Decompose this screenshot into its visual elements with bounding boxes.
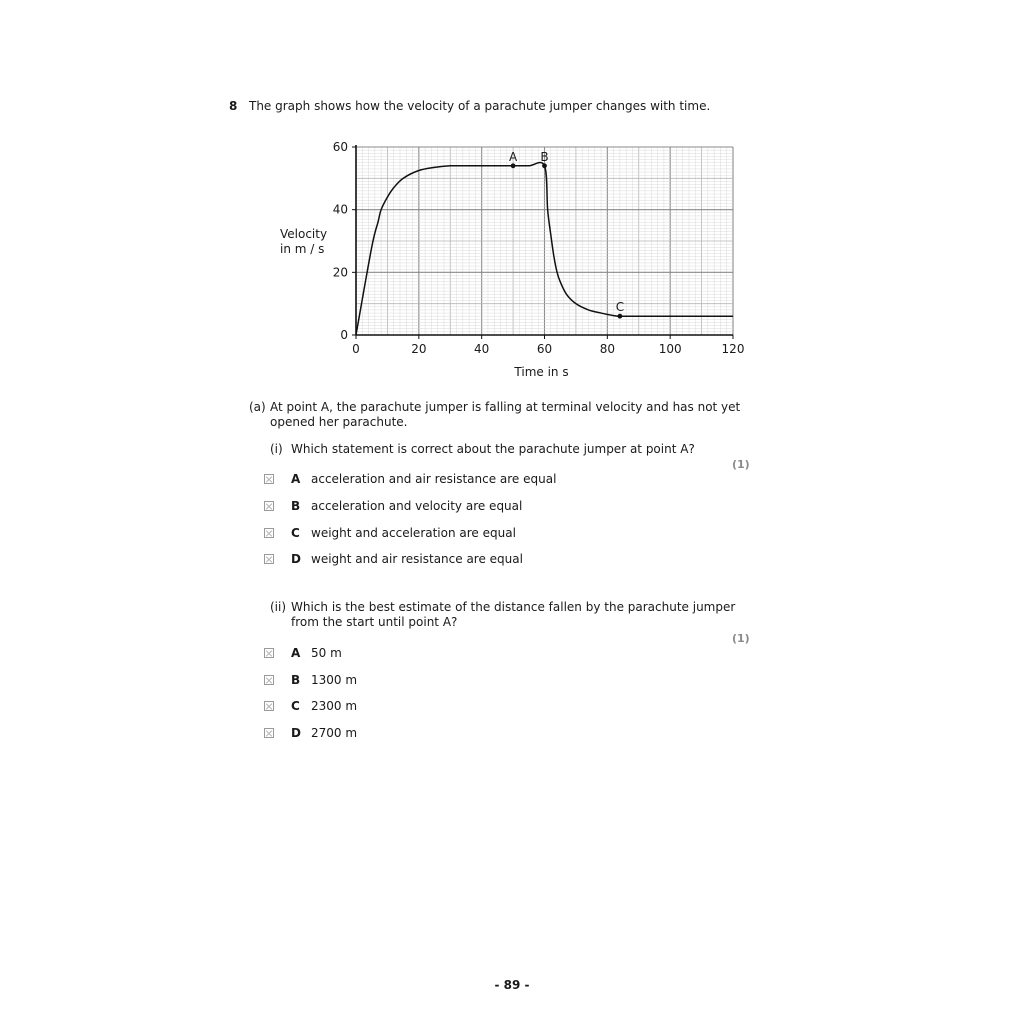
x-tick-label: 20 (411, 342, 427, 356)
sub-i-option-a[interactable] (264, 472, 557, 486)
option-text: 2300 m (311, 699, 358, 713)
y-axis-label-line: in m / s (280, 242, 325, 256)
checkbox-icon[interactable] (264, 728, 274, 738)
sub-i-label: (i) (270, 442, 283, 456)
option-letter: D (291, 726, 301, 740)
option-text: 50 m (311, 646, 342, 660)
sub-ii-marks: (1) (732, 632, 750, 645)
sub-ii-question-line1: Which is the best estimate of the distance fallen by the parachute jumper (291, 600, 736, 614)
checkbox-icon[interactable] (264, 648, 274, 658)
x-tick-label: 0 (352, 342, 360, 356)
x-tick-label: 120 (721, 342, 745, 356)
option-text: weight and air resistance are equal (311, 552, 523, 566)
question-stem: The graph shows how the velocity of a parachute jumper changes with time. (249, 99, 711, 113)
sub-ii-option-a[interactable] (264, 646, 342, 660)
velocity-time-graph (270, 135, 750, 380)
part-a-text-line2: opened her parachute. (270, 415, 408, 429)
question-number: 8 (229, 99, 238, 113)
sub-ii-option-d[interactable] (264, 726, 358, 740)
y-axis-label-line: Velocity (280, 227, 328, 241)
option-text: 2700 m (311, 726, 358, 740)
x-tick-label: 80 (599, 342, 615, 356)
point-b-marker (542, 163, 547, 168)
sub-i-question: Which statement is correct about the parachute jumper at point A? (291, 442, 695, 456)
option-text: acceleration and air resistance are equal (311, 472, 557, 486)
sub-ii-option-c[interactable] (264, 699, 358, 713)
sub-ii-label: (ii) (270, 600, 287, 614)
option-text: 1300 m (311, 673, 358, 687)
checkbox-icon[interactable] (264, 554, 274, 564)
sub-ii-option-b[interactable] (264, 673, 358, 687)
sub-i-option-d[interactable] (264, 552, 523, 566)
sub-i-option-b[interactable] (264, 499, 523, 513)
option-letter: C (291, 526, 300, 540)
option-letter: A (291, 472, 301, 486)
x-axis-label: Time in s (514, 365, 569, 379)
point-a-marker (511, 163, 516, 168)
part-a-text (270, 400, 740, 430)
checkbox-icon[interactable] (264, 675, 274, 685)
x-tick-label: 100 (658, 342, 682, 356)
point-a-label: A (508, 149, 518, 164)
part-a-text-line1: At point A, the parachute jumper is falling at terminal velocity and has not yet (270, 400, 741, 414)
option-text: weight and acceleration are equal (311, 526, 516, 540)
option-text: acceleration and velocity are equal (311, 499, 523, 513)
checkbox-icon[interactable] (264, 474, 274, 484)
x-tick-label: 60 (536, 342, 553, 356)
y-tick-label: 60 (332, 140, 348, 154)
sub-ii-question (291, 600, 735, 630)
option-letter: B (291, 673, 301, 687)
point-c-label: C (615, 300, 625, 315)
checkbox-icon[interactable] (264, 501, 274, 511)
y-tick-label: 0 (340, 328, 348, 342)
y-tick-label: 20 (332, 265, 348, 280)
page-number: - 89 - (494, 978, 530, 992)
sub-i-option-c[interactable] (264, 526, 516, 540)
option-letter: A (291, 646, 301, 660)
point-b-label: B (540, 149, 549, 164)
option-letter: B (291, 499, 301, 513)
checkbox-icon[interactable] (264, 528, 274, 538)
option-letter: C (291, 699, 300, 713)
point-c-marker (618, 314, 623, 319)
checkbox-icon[interactable] (264, 701, 274, 711)
part-a-label: (a) (249, 400, 266, 414)
sub-ii-question-line2: from the start until point A? (291, 615, 458, 629)
sub-i-marks: (1) (732, 458, 750, 471)
option-letter: D (291, 552, 301, 566)
y-tick-label: 40 (332, 202, 348, 217)
x-tick-label: 40 (474, 342, 490, 356)
